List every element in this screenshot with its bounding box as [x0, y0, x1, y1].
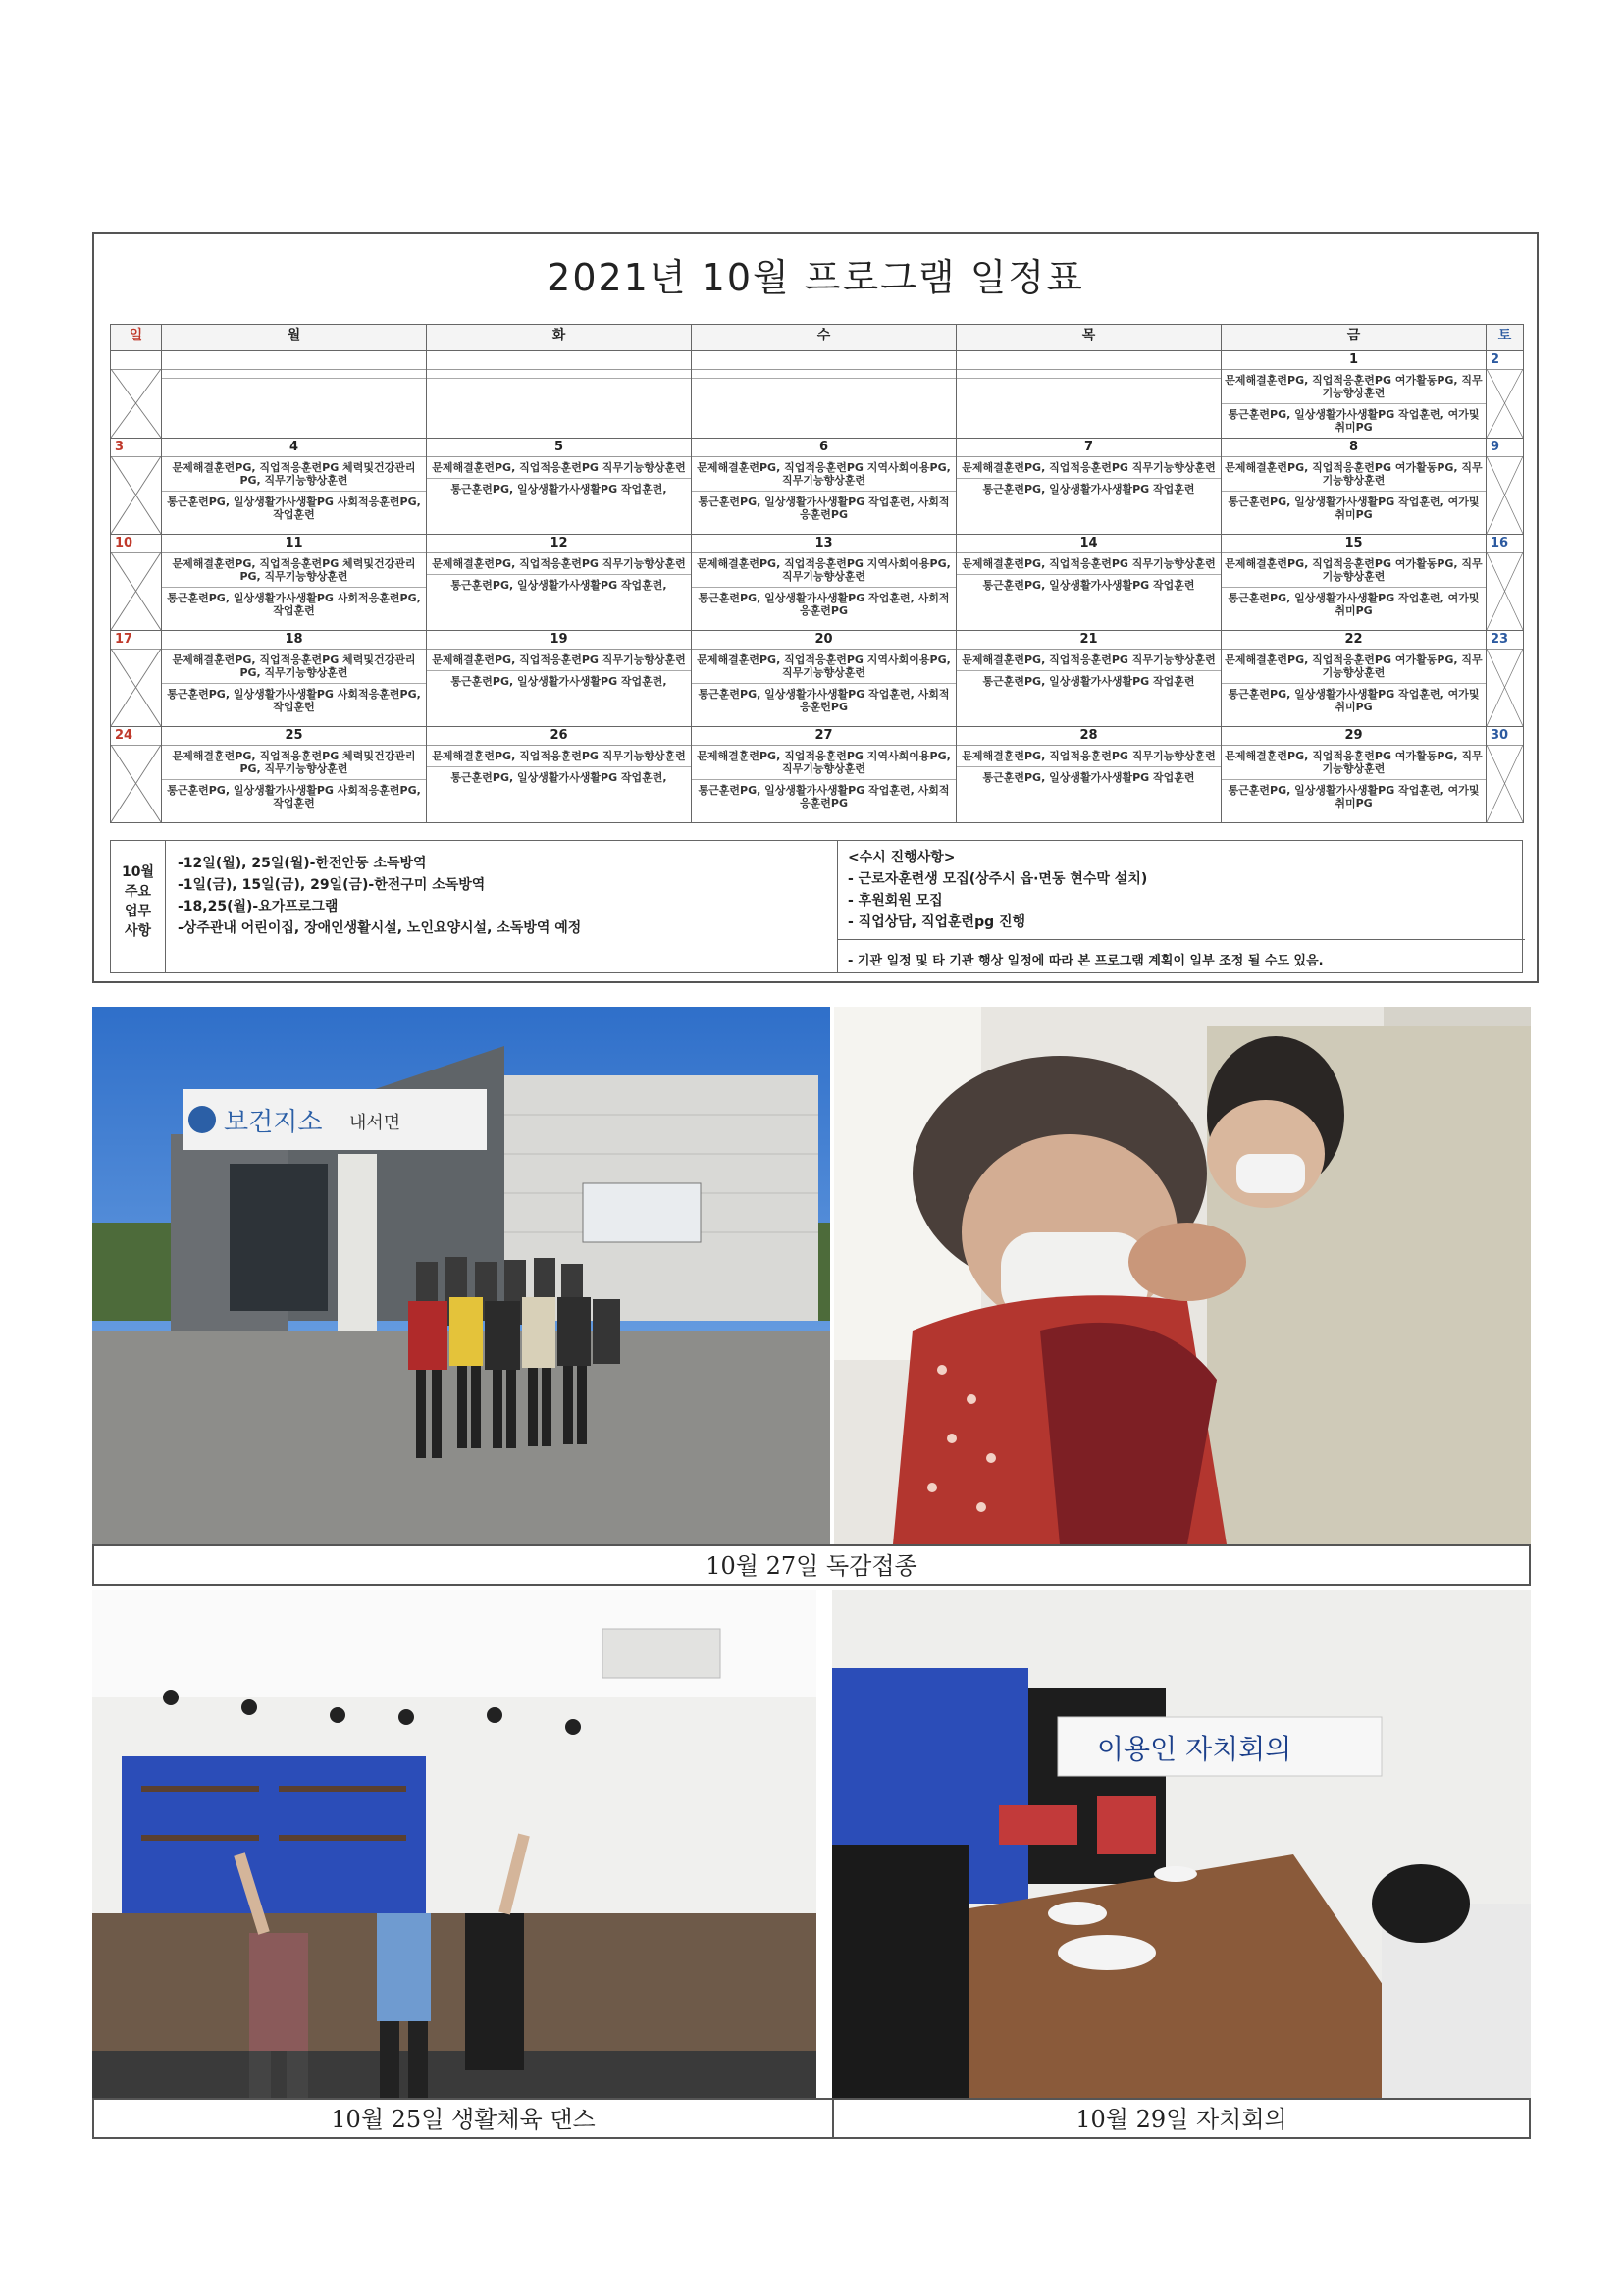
morning-program: 문제해결훈련PG, 직업적응훈련PG 직무기능향상훈련 [962, 750, 1216, 762]
calendar-day-cell [427, 351, 692, 439]
caption-box-bottom [92, 2098, 1531, 2139]
calendar-day-cell [427, 727, 692, 823]
afternoon-program: 통근훈련PG, 일상생활가사생활PG 사회적응훈련PG, 작업훈련 [162, 683, 426, 717]
calendar-day-cell [1222, 727, 1487, 823]
closed-day-cross-icon [111, 649, 161, 726]
day-number: 27 [692, 727, 956, 746]
sunday-date: 3 [111, 439, 161, 457]
notes-label-line: 주요 [124, 884, 152, 900]
afternoon-program: 통근훈련PG, 일상생활가사생활PG 작업훈련 [957, 670, 1221, 692]
calendar-day-cell [957, 351, 1222, 439]
saturday-cell [1487, 439, 1524, 535]
health-center-image [92, 1007, 830, 1544]
sunday-cell [111, 727, 162, 823]
ongoing-item: - 직업상담, 직업훈련pg 진행 [848, 914, 1026, 930]
day-number: 19 [427, 631, 691, 650]
day-number: 7 [957, 439, 1221, 457]
caption-flu-shot: 10월 27일 독감접종 [706, 1552, 917, 1580]
morning-program: 문제해결훈련PG, 직업적응훈련PG 직무기능향상훈련 [962, 461, 1216, 474]
day-number: 29 [1222, 727, 1486, 746]
caption-meeting: 10월 29일 자치회의 [1075, 2106, 1287, 2133]
morning-program: 문제해결훈련PG, 직업적응훈련PG 체력및건강관리PG, 직무기능향상훈련 [172, 557, 416, 583]
morning-program: 문제해결훈련PG, 직업적응훈련PG 지역사회이용PG, 직무기능향상훈련 [697, 557, 951, 583]
saturday-cell [1487, 631, 1524, 727]
caption-box-top [92, 1544, 1531, 1586]
morning-program: 문제해결훈련PG, 직업적응훈련PG 지역사회이용PG, 직무기능향상훈련 [697, 461, 951, 487]
morning-program: 문제해결훈련PG, 직업적응훈련PG 여가활동PG, 직무기능향상훈련 [1225, 557, 1483, 583]
afternoon-program: 통근훈련PG, 일상생활가사생활PG 작업훈련, 사회적응훈련PG [692, 683, 956, 717]
day-number: 15 [1222, 535, 1486, 553]
meeting-banner-text: 이용인 자치회의 [1097, 1733, 1292, 1765]
calendar-day-cell [957, 439, 1222, 535]
calendar-week-row [111, 631, 1524, 727]
calendar-day-cell [427, 439, 692, 535]
afternoon-program: 통근훈련PG, 일상생활가사생활PG 작업훈련 [957, 766, 1221, 788]
dance-image [92, 1590, 816, 2098]
ongoing-item: - 근로자훈련생 모집(상주시 읍·면동 현수막 설치) [848, 871, 1148, 887]
saturday-date: 23 [1487, 631, 1523, 650]
day-number: 13 [692, 535, 956, 553]
schedule-panel [92, 232, 1539, 983]
morning-program: 문제해결훈련PG, 직업적응훈련PG 체력및건강관리PG, 직무기능향상훈련 [172, 461, 416, 487]
morning-program: 문제해결훈련PG, 직업적응훈련PG 직무기능향상훈련 [962, 653, 1216, 666]
day-number: 26 [427, 727, 691, 746]
day-number: 1 [1222, 351, 1486, 370]
day-number: 25 [162, 727, 426, 746]
afternoon-program [692, 378, 956, 387]
morning-program: 문제해결훈련PG, 직업적응훈련PG 직무기능향상훈련 [432, 461, 686, 474]
building-sign-text2: 내서면 [349, 1113, 401, 1133]
morning-program: 문제해결훈련PG, 직업적응훈련PG 직무기능향상훈련 [432, 750, 686, 762]
day-number: 21 [957, 631, 1221, 650]
day-number: 18 [162, 631, 426, 650]
closed-day-cross-icon [1487, 369, 1523, 438]
afternoon-program: 통근훈련PG, 일상생활가사생활PG 작업훈련, 여가및취미PG [1222, 587, 1486, 621]
calendar-day-cell [162, 351, 427, 439]
day-number: 12 [427, 535, 691, 553]
saturday-cell [1487, 535, 1524, 631]
calendar-week-row [111, 727, 1524, 823]
caption-dance: 10월 25일 생활체육 댄스 [331, 2106, 596, 2133]
ongoing-title: <수시 진행사항> [848, 850, 956, 865]
calendar-day-cell [957, 631, 1222, 727]
afternoon-program: 통근훈련PG, 일상생활가사생활PG 사회적응훈련PG, 작업훈련 [162, 779, 426, 813]
morning-program: 문제해결훈련PG, 직업적응훈련PG 직무기능향상훈련 [962, 557, 1216, 570]
afternoon-program: 통근훈련PG, 일상생활가사생활PG 작업훈련 [957, 574, 1221, 596]
calendar-day-cell [692, 727, 957, 823]
closed-day-cross-icon [111, 552, 161, 630]
calendar-day-cell [1222, 631, 1487, 727]
weekday-wed: 수 [692, 325, 957, 351]
saturday-cell [1487, 727, 1524, 823]
morning-program: 문제해결훈련PG, 직업적응훈련PG 직무기능향상훈련 [432, 557, 686, 570]
morning-program: 문제해결훈련PG, 직업적응훈련PG 여가활동PG, 직무기능향상훈련 [1225, 461, 1483, 487]
afternoon-program: 통근훈련PG, 일상생활가사생활PG 작업훈련, [427, 574, 691, 596]
afternoon-program: 통근훈련PG, 일상생활가사생활PG 작업훈련, 사회적응훈련PG [692, 491, 956, 525]
afternoon-program: 통근훈련PG, 일상생활가사생활PG 작업훈련, [427, 478, 691, 499]
ongoing-item: - 후원회원 모집 [848, 893, 943, 909]
calendar-day-cell [162, 439, 427, 535]
afternoon-program: 통근훈련PG, 일상생활가사생활PG 작업훈련, 여가및취미PG [1222, 779, 1486, 813]
calendar-day-cell [162, 631, 427, 727]
sunday-cell [111, 351, 162, 439]
weekday-tue: 화 [427, 325, 692, 351]
calendar-week-row [111, 535, 1524, 631]
weekday-sun: 일 [111, 325, 162, 351]
calendar-day-cell [692, 535, 957, 631]
notes-label-line: 10월 [121, 864, 154, 880]
calendar-day-cell [427, 535, 692, 631]
schedule-title: 2021년 10월 프로그램 일정표 [547, 256, 1084, 299]
weekday-header-row [111, 325, 1524, 351]
notes-label [111, 841, 166, 972]
calendar-day-cell [162, 535, 427, 631]
closed-day-cross-icon [1487, 456, 1523, 534]
weekday-fri: 금 [1222, 325, 1487, 351]
day-number [957, 351, 1221, 370]
morning-program: 문제해결훈련PG, 직업적응훈련PG 체력및건강관리PG, 직무기능향상훈련 [172, 750, 416, 775]
afternoon-program: 통근훈련PG, 일상생활가사생활PG 작업훈련, 여가및취미PG [1222, 403, 1486, 438]
calendar-day-cell [692, 439, 957, 535]
morning-program [427, 370, 691, 378]
calendar-day-cell [162, 727, 427, 823]
day-number: 22 [1222, 631, 1486, 650]
calendar-week-row [111, 439, 1524, 535]
notes-label-line: 업무 [124, 904, 152, 919]
main-task-item: -18,25(월)-요가프로그램 [178, 899, 339, 914]
main-task-item: -상주관내 어린이집, 장애인생활시설, 노인요양시설, 소독방역 예정 [178, 920, 582, 936]
sunday-cell [111, 631, 162, 727]
calendar-table [110, 324, 1524, 823]
morning-program: 문제해결훈련PG, 직업적응훈련PG 여가활동PG, 직무기능향상훈련 [1225, 750, 1483, 775]
afternoon-program: 통근훈련PG, 일상생활가사생활PG 작업훈련, [427, 766, 691, 788]
morning-program: 문제해결훈련PG, 직업적응훈련PG 지역사회이용PG, 직무기능향상훈련 [697, 653, 951, 679]
building-sign-text: 보건지소 [224, 1108, 323, 1137]
photo-flu-shot [834, 1007, 1531, 1544]
afternoon-program: 통근훈련PG, 일상생활가사생활PG 작업훈련 [957, 478, 1221, 499]
calendar-day-cell [1222, 535, 1487, 631]
afternoon-program [162, 378, 426, 387]
afternoon-program [427, 378, 691, 387]
day-number [692, 351, 956, 370]
notes-label-line: 사항 [124, 923, 152, 939]
flu-shot-image [834, 1007, 1531, 1544]
saturday-date: 16 [1487, 535, 1523, 553]
day-number: 11 [162, 535, 426, 553]
sunday-cell [111, 535, 162, 631]
main-task-item: -1일(금), 15일(금), 29일(금)-한전구미 소독방역 [178, 877, 486, 893]
closed-day-cross-icon [1487, 745, 1523, 822]
morning-program [692, 370, 956, 378]
morning-program: 문제해결훈련PG, 직업적응훈련PG 체력및건강관리PG, 직무기능향상훈련 [172, 653, 416, 679]
morning-program: 문제해결훈련PG, 직업적응훈련PG 직무기능향상훈련 [432, 653, 686, 666]
morning-program: 문제해결훈련PG, 직업적응훈련PG 지역사회이용PG, 직무기능향상훈련 [697, 750, 951, 775]
closed-day-cross-icon [1487, 552, 1523, 630]
afternoon-program: 통근훈련PG, 일상생활가사생활PG 작업훈련, [427, 670, 691, 692]
photo-dance [92, 1590, 816, 2098]
day-number: 20 [692, 631, 956, 650]
sunday-date: 10 [111, 535, 161, 553]
calendar-day-cell [692, 351, 957, 439]
photo-health-center [92, 1007, 830, 1544]
meeting-image [832, 1590, 1531, 2098]
closed-day-cross-icon [111, 369, 161, 438]
main-task-item: -12일(월), 25일(월)-한전안동 소독방역 [178, 856, 427, 871]
day-number: 8 [1222, 439, 1486, 457]
day-number: 28 [957, 727, 1221, 746]
ongoing-section [837, 841, 1525, 972]
main-tasks-list [178, 853, 825, 939]
sunday-date: 17 [111, 631, 161, 650]
afternoon-program: 통근훈련PG, 일상생활가사생활PG 작업훈련, 여가및취미PG [1222, 491, 1486, 525]
closed-day-cross-icon [111, 745, 161, 822]
calendar-day-cell [957, 727, 1222, 823]
saturday-date: 2 [1487, 351, 1523, 370]
day-number [162, 351, 426, 370]
schedule-footnote: - 기관 일정 및 타 기관 행상 일정에 따라 본 프로그램 계획이 일부 조정 될 수도 있음. [848, 954, 1324, 968]
day-number: 14 [957, 535, 1221, 553]
morning-program: 문제해결훈련PG, 직업적응훈련PG 여가활동PG, 직무기능향상훈련 [1225, 374, 1483, 399]
sunday-date [111, 351, 161, 370]
day-number: 4 [162, 439, 426, 457]
sunday-date: 24 [111, 727, 161, 746]
weekday-thu: 목 [957, 325, 1222, 351]
weekday-sat: 토 [1487, 325, 1524, 351]
saturday-date: 9 [1487, 439, 1523, 457]
day-number: 6 [692, 439, 956, 457]
sunday-cell [111, 439, 162, 535]
afternoon-program: 통근훈련PG, 일상생활가사생활PG 사회적응훈련PG, 작업훈련 [162, 491, 426, 525]
morning-program [162, 370, 426, 378]
calendar-day-cell [427, 631, 692, 727]
calendar-week-row [111, 351, 1524, 439]
calendar-day-cell [1222, 351, 1487, 439]
afternoon-program: 통근훈련PG, 일상생활가사생활PG 작업훈련, 여가및취미PG [1222, 683, 1486, 717]
notes-section [110, 840, 1523, 973]
saturday-date: 30 [1487, 727, 1523, 746]
closed-day-cross-icon [1487, 649, 1523, 726]
afternoon-program [957, 378, 1221, 387]
afternoon-program: 통근훈련PG, 일상생활가사생활PG 작업훈련, 사회적응훈련PG [692, 587, 956, 621]
morning-program: 문제해결훈련PG, 직업적응훈련PG 여가활동PG, 직무기능향상훈련 [1225, 653, 1483, 679]
afternoon-program: 통근훈련PG, 일상생활가사생활PG 작업훈련, 사회적응훈련PG [692, 779, 956, 813]
weekday-mon: 월 [162, 325, 427, 351]
closed-day-cross-icon [111, 456, 161, 534]
calendar-day-cell [957, 535, 1222, 631]
day-number [427, 351, 691, 370]
afternoon-program: 통근훈련PG, 일상생활가사생활PG 사회적응훈련PG, 작업훈련 [162, 587, 426, 621]
morning-program [957, 370, 1221, 378]
saturday-cell [1487, 351, 1524, 439]
calendar-day-cell [692, 631, 957, 727]
photo-meeting [832, 1590, 1531, 2098]
calendar-day-cell [1222, 439, 1487, 535]
day-number: 5 [427, 439, 691, 457]
